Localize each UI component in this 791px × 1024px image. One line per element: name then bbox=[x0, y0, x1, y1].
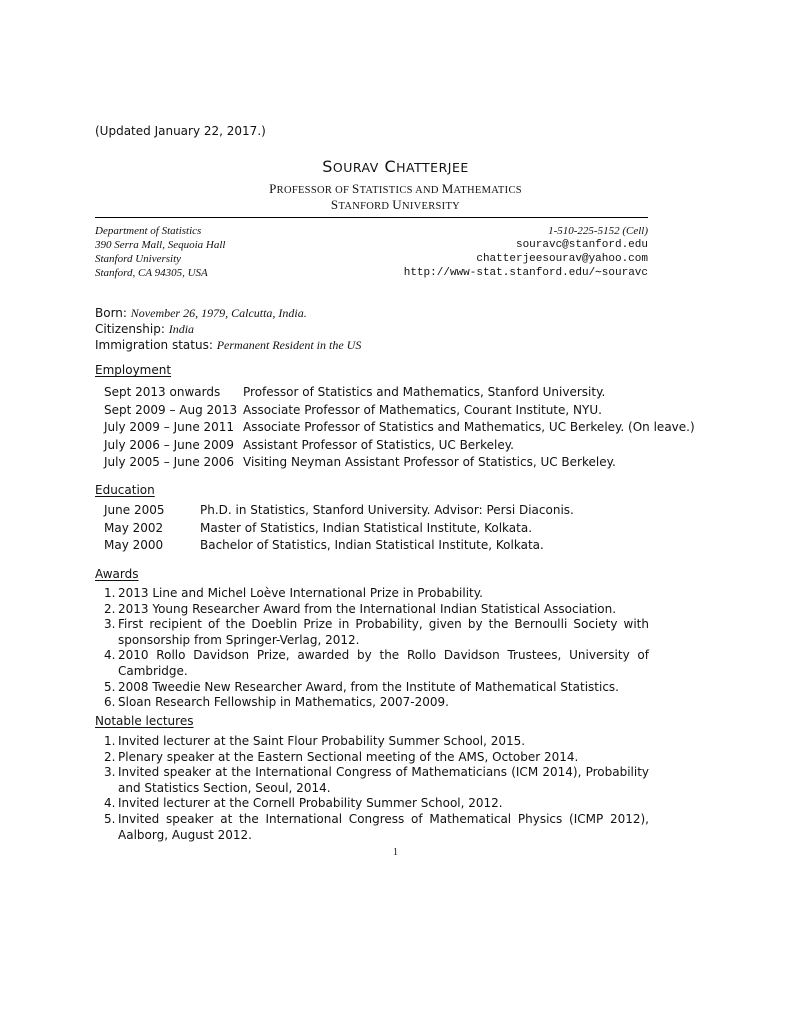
address-line: 390 Serra Mall, Sequoia Hall bbox=[95, 239, 226, 251]
employment-row: July 2009 – June 2011 Associate Professor of Statistics and Mathematics, UC Berkeley. (On leave.) bbox=[104, 420, 695, 434]
employment-row: July 2006 – June 2009 Assistant Professor of Statistics, UC Berkeley. bbox=[104, 437, 514, 452]
address-line: Stanford, CA 94305, USA bbox=[95, 267, 208, 279]
list-item: 2. 2013 Young Researcher Award from the International Indian Statistical Association. bbox=[104, 601, 617, 616]
employment-list bbox=[104, 384, 695, 472]
awards-list bbox=[104, 586, 649, 711]
education-heading: Education bbox=[95, 483, 155, 497]
list-item: 5. Invited speaker at the International Congress of Mathematical Physics (ICMP 2012), Aalborg, August 2012. bbox=[104, 811, 649, 842]
education-row: May 2002 Master of Statistics, Indian Statistical Institute, Kolkata. bbox=[104, 520, 533, 535]
awards-heading: Awards bbox=[95, 567, 139, 581]
email-primary[interactable]: souravc@stanford.edu bbox=[515, 239, 648, 251]
phone: 1-510-225-5152 (Cell) bbox=[548, 225, 648, 237]
updated-date: (Updated January 22, 2017.) bbox=[95, 124, 266, 138]
employment-row: Sept 2009 – Aug 2013 Associate Professor of Mathematics, Courant Institute, NYU. bbox=[104, 402, 602, 417]
title-line-1: PROFESSOR OF STATISTICS AND MATHEMATICS bbox=[269, 181, 522, 196]
list-item: 5. 2008 Tweedie New Researcher Award, from the Institute of Mathematical Statistics. bbox=[104, 679, 619, 694]
address-line: Department of Statistics bbox=[95, 225, 202, 237]
list-item: 2. Plenary speaker at the Eastern Sectional meeting of the AMS, October 2014. bbox=[104, 749, 579, 764]
citizenship-row: Citizenship: India bbox=[95, 322, 195, 336]
list-item: 6. Sloan Research Fellowship in Mathematics, 2007-2009. bbox=[104, 695, 449, 710]
employment-heading: Employment bbox=[95, 363, 172, 377]
contact-block bbox=[404, 224, 648, 280]
author-name: SOURAV CHATTERJEE bbox=[322, 157, 469, 176]
page-number: 1 bbox=[393, 847, 398, 858]
education-row: May 2000 Bachelor of Statistics, Indian Statistical Institute, Kolkata. bbox=[104, 538, 544, 552]
education-list bbox=[104, 502, 574, 555]
list-item: 1. Invited lecturer at the Saint Flour Probability Summer School, 2015. bbox=[104, 734, 526, 748]
list-item: 3. First recipient of the Doeblin Prize in Probability, given by the Bernoulli Society with sponsorship from Springer-Verlag, 2012. bbox=[104, 617, 649, 647]
list-item: 4. 2010 Rollo Davidson Prize, awarded by the Rollo Davidson Trustees, University of Cambridge. bbox=[104, 648, 649, 678]
education-row: June 2005 Ph.D. in Statistics, Stanford University. Advisor: Persi Diaconis. bbox=[104, 503, 574, 517]
header-rule bbox=[95, 217, 648, 218]
address-line: Stanford University bbox=[95, 253, 182, 265]
list-item: 1. 2013 Line and Michel Loève International Prize in Probability. bbox=[104, 586, 483, 600]
title-line-2: STANFORD UNIVERSITY bbox=[330, 197, 461, 212]
list-item: 3. Invited speaker at the International Congress of Mathematicians (ICM 2014), Probability and Statistics Section, Seoul, 2014. bbox=[104, 765, 649, 795]
list-item: 4. Invited lecturer at the Cornell Probability Summer School, 2012. bbox=[104, 796, 503, 811]
bio-block bbox=[95, 305, 361, 353]
lectures-heading: Notable lectures bbox=[95, 714, 194, 728]
address-block bbox=[95, 224, 225, 280]
employment-row: Sept 2013 onwards Professor of Statistics and Mathematics, Stanford University. bbox=[104, 385, 606, 399]
born-row: Born: November 26, 1979, Calcutta, India. bbox=[95, 306, 307, 320]
homepage-link[interactable]: http://www-stat.stanford.edu/∼souravc bbox=[403, 267, 648, 279]
email-secondary[interactable]: chatterjeesourav@yahoo.com bbox=[476, 253, 648, 265]
lectures-list bbox=[104, 734, 649, 843]
immigration-row: Immigration status: Permanent Resident in the US bbox=[95, 338, 362, 352]
employment-row: July 2005 – June 2006 Visiting Neyman Assistant Professor of Statistics, UC Berkeley. bbox=[104, 455, 616, 469]
